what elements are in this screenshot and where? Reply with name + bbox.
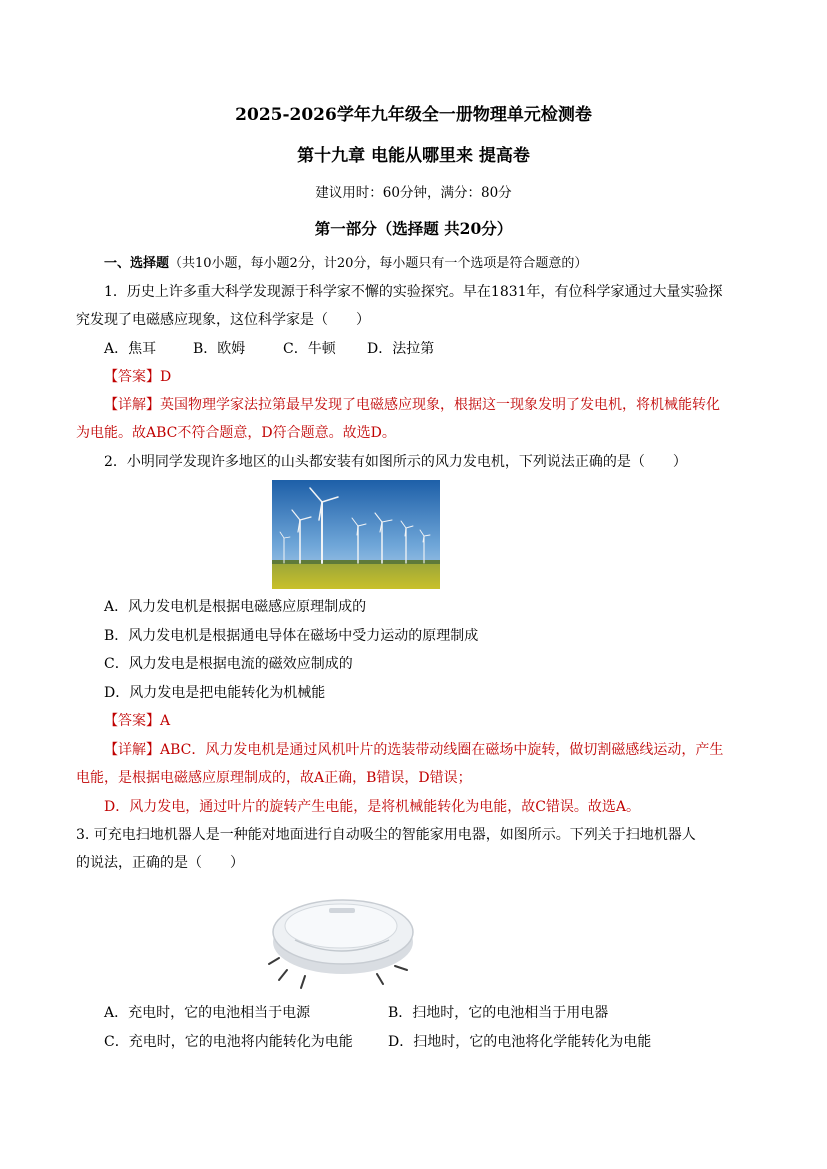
q3-stem-line1: 3. 可充电扫地机器人是一种能对地面进行自动吸尘的智能家用电器，如图所示。下列关于扫地机器人	[76, 827, 696, 843]
q1-stem-line2: 究发现了电磁感应现象，这位科学家是（ ）	[76, 312, 370, 328]
q2-stem: 2．小明同学发现许多地区的山头都安装有如图所示的风力发电机，下列说法正确的是（ ）	[104, 454, 687, 470]
section-label: 一、选择题	[104, 256, 170, 271]
q3-option-a: A．充电时，它的电池相当于电源	[104, 1005, 311, 1021]
q1-answer	[104, 368, 171, 386]
time-info: 建议用时：60分钟，满分：80分	[315, 185, 512, 201]
robot-vacuum-image	[265, 880, 415, 992]
answer-label: 【答案】	[104, 369, 160, 385]
answer-label: 【答案】	[104, 713, 160, 729]
q2-option-d: D．风力发电是把电能转化为机械能	[104, 685, 326, 701]
q3-option-c: C．充电时，它的电池将内能转化为电能	[104, 1034, 353, 1050]
q3-option-b: B．扫地时，它的电池相当于用电器	[388, 1005, 609, 1021]
q1-detail-line2: 为电能。故ABC不符合题意，D符合题意。故选D。	[76, 425, 396, 441]
q1-option-c: C．牛顿	[283, 341, 336, 357]
q2-detail-line1	[104, 741, 723, 759]
answer-value: A	[160, 713, 171, 729]
answer-value: D	[160, 369, 172, 385]
q1-option-d: D．法拉第	[367, 341, 435, 357]
q2-detail-line2: 电能，是根据电磁感应原理制成的，故A正确，B错误，D错误；	[76, 770, 472, 786]
q2-answer	[104, 712, 170, 730]
detail-label: 【详解】	[104, 397, 160, 413]
chapter-title: 第十九章 电能从哪里来 提高卷	[297, 146, 530, 166]
q2-option-b: B．风力发电机是根据通电导体在磁场中受力运动的原理制成	[104, 628, 479, 644]
exam-title: 2025-2026学年九年级全一册物理单元检测卷	[235, 105, 592, 125]
q3-stem-line2: 的说法，正确的是（ ）	[76, 855, 244, 871]
q1-option-a: A．焦耳	[104, 341, 157, 357]
q1-stem-line1: 1．历史上许多重大科学发现源于科学家不懈的实验探究。早在1831年，有位科学家通过大量实验探	[104, 284, 723, 300]
part-title: 第一部分（选择题 共20分）	[314, 219, 513, 238]
section-note: （共10小题，每小题2分，计20分，每小题只有一个选项是符合题意的）	[169, 256, 588, 271]
q2-option-c: C．风力发电是根据电流的磁效应制成的	[104, 656, 353, 672]
detail-text: ABC．风力发电机是通过风机叶片的选装带动线圈在磁场中旋转，做切割磁感线运动，产生	[160, 742, 724, 758]
q2-detail-line3: D．风力发电，通过叶片的旋转产生电能，是将机械能转化为电能，故C错误。故选A。	[104, 799, 641, 815]
section-heading	[104, 255, 587, 273]
detail-text: 英国物理学家法拉第最早发现了电磁感应现象，根据这一现象发明了发电机，将机械能转化	[160, 397, 720, 413]
q1-option-b: B．欧姆	[193, 341, 246, 357]
detail-label: 【详解】	[104, 742, 160, 758]
wind-turbine-image	[272, 480, 440, 589]
q2-option-a: A．风力发电机是根据电磁感应原理制成的	[104, 599, 367, 615]
q1-detail-line1	[104, 396, 720, 414]
q3-option-d: D．扫地时，它的电池将化学能转化为电能	[388, 1034, 652, 1050]
